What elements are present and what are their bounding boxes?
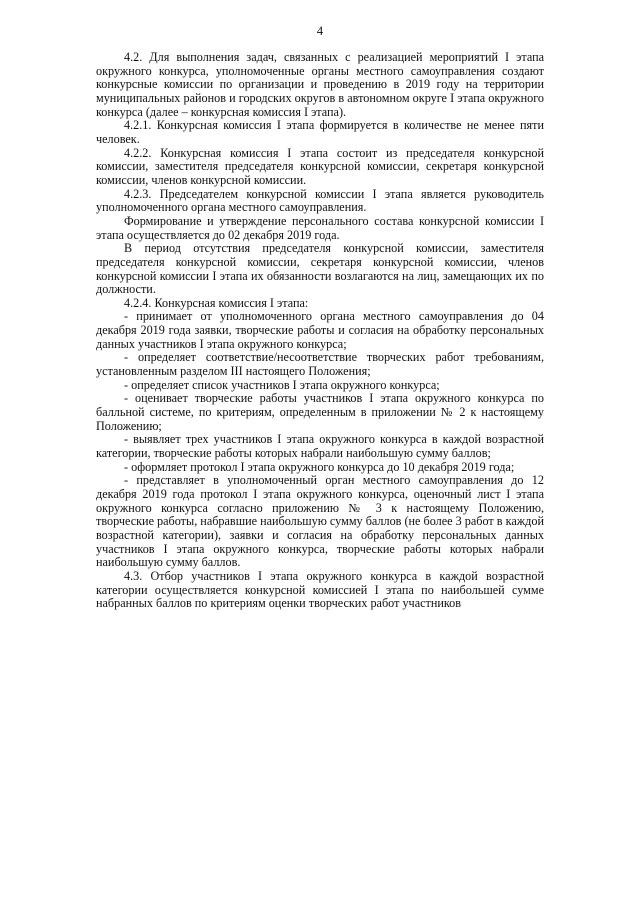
- paragraph-4-2-1: 4.2.1. Конкурсная комиссия I этапа формируется в количестве не менее пяти человек.: [96, 118, 544, 146]
- paragraph-4-2: 4.2. Для выполнения задач, связанных с реализацией мероприятий I этапа окружного конкурса, уполномоченные органы местного самоуправления создают конкурсные комиссии по организации и проведению в 2019 году на территории муниципальных районов и городских округов в автономном округе I этапа окружного конкурса (далее – конкурсная комиссия I этапа).: [96, 50, 544, 119]
- list-item-identifies-winners: - выявляет трех участников I этапа окружного конкурса в каждой возрастной категории, творческие работы которых набрали наибольшую сумму баллов;: [96, 432, 544, 461]
- document-body: [96, 51, 544, 611]
- list-item-determines-participants: - определяет список участников I этапа окружного конкурса;: [124, 377, 440, 392]
- paragraph-4-3: 4.3. Отбор участников I этапа окружного конкурса в каждой возрастной категории осуществляется конкурсной комиссией I этапа по наибольшей сумме набранных баллов по критериям оценки творческих работ участников: [96, 568, 544, 611]
- page-number: 4: [316, 24, 324, 38]
- list-item-determines-compliance: - определяет соответствие/несоответствие творческих работ требованиям, установленным разделом III настоящего Положения;: [96, 350, 544, 379]
- paragraph-4-2-3: 4.2.3. Председателем конкурсной комиссии I этапа является руководитель уполномоченного органа местного самоуправления.: [96, 186, 544, 215]
- list-item-prepares-protocol: - оформляет протокол I этапа окружного конкурса до 10 декабря 2019 года;: [124, 459, 515, 474]
- paragraph-absence-duties: В период отсутствия председателя конкурсной комиссии, заместителя председателя конкурсной комиссии, секретаря конкурсной комиссии, членов конкурсной комиссии I этапа их обязанности возлагаются на лиц, замещающих их по должности.: [96, 241, 544, 297]
- list-item-submits-documents: - представляет в уполномоченный орган местного самоуправления до 12 декабря 2019 года протокол I этапа окружного конкурса, оценочный лист I этапа окружного конкурса согласно приложению № 3 к настоящему Положению, творческие работы, набравшие наибольшую сумму баллов (не более 3 работ в каждой возрастной категории), заявки и согласия на обработку персональных данных участников I этапа окружного конкурса, творческие работы которых набрали наибольшую сумму баллов.: [96, 473, 544, 570]
- paragraph-4-2-4: 4.2.4. Конкурсная комиссия I этапа:: [124, 295, 309, 310]
- list-item-accepts-applications: - принимает от уполномоченного органа местного самоуправления до 04 декабря 2019 года заявки, творческие работы и согласия на обработку персональных данных участников I этапа окружного конкурса;: [96, 309, 544, 351]
- paragraph-commission-composition: Формирование и утверждение персонального состава конкурсной комиссии I этапа осуществляется до 02 декабря 2019 года.: [96, 213, 544, 242]
- list-item-evaluates-works: - оценивает творческие работы участников I этапа окружного конкурса по балльной системе, по критериям, определенным в приложении № 2 к настоящему Положению;: [96, 391, 544, 433]
- paragraph-4-2-2: 4.2.2. Конкурсная комиссия I этапа состоит из председателя конкурсной комиссии, заместителя председателя конкурсной комиссии, секретаря конкурсной комиссии, членов конкурсной комиссии.: [96, 145, 544, 187]
